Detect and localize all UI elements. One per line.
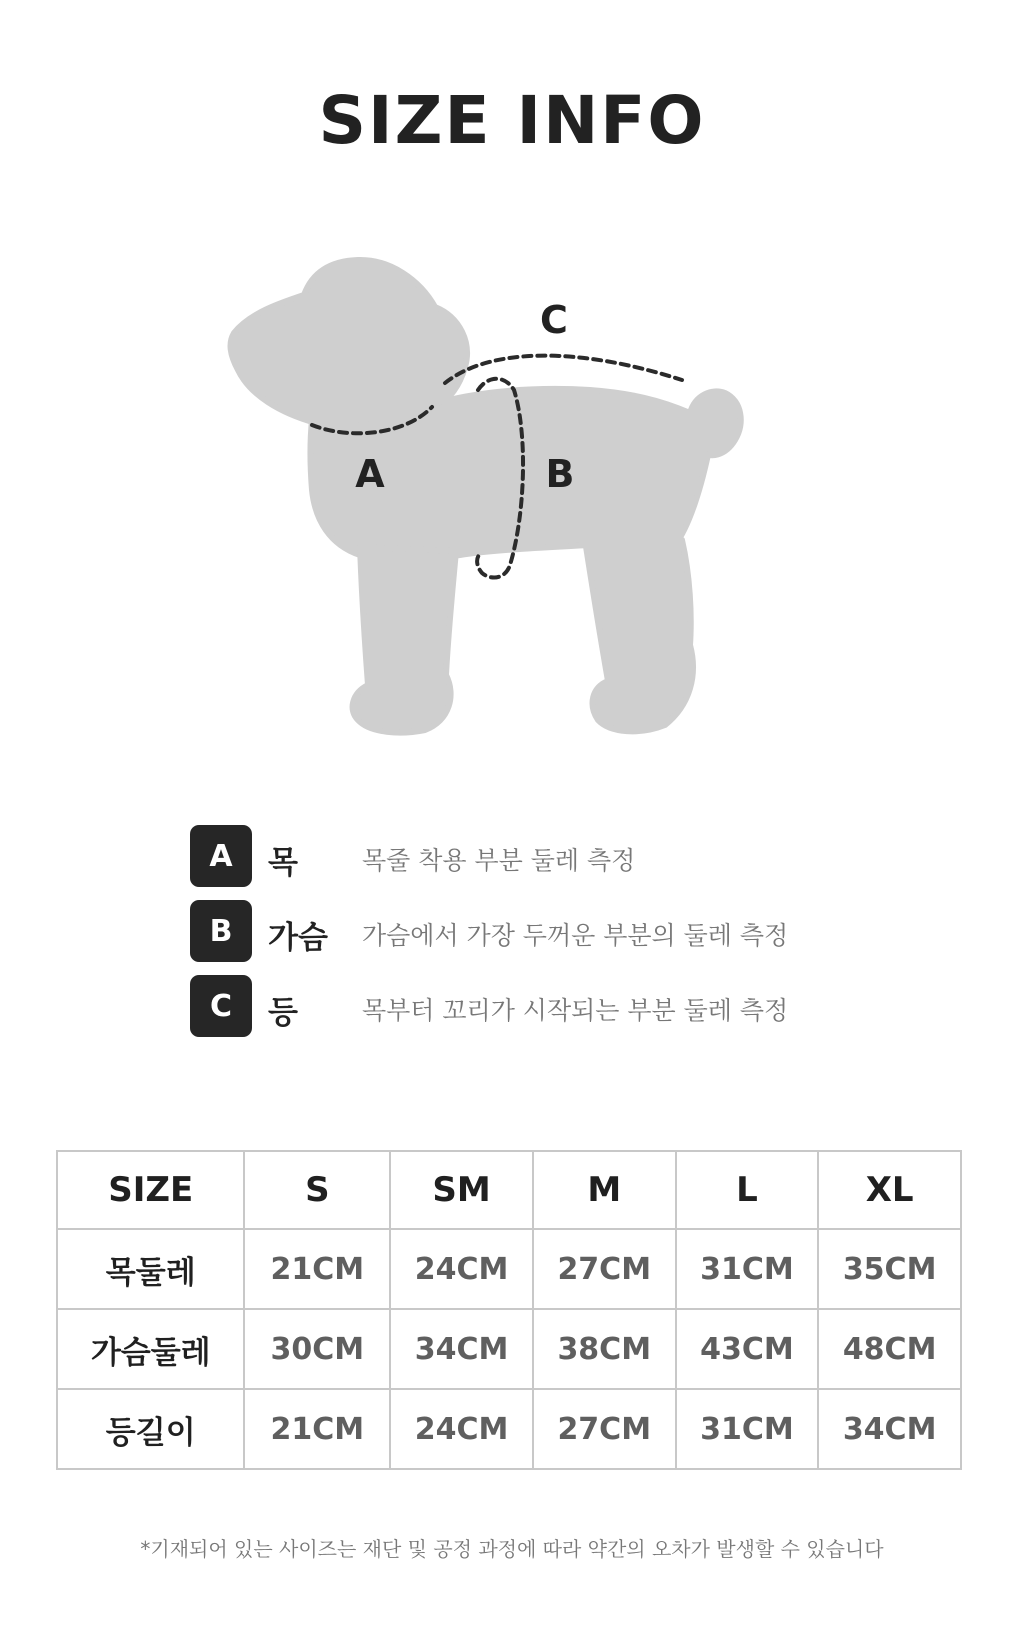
legend-badge: C (190, 975, 252, 1037)
table-cell: 43CM (676, 1309, 819, 1389)
table-cell: 24CM (390, 1389, 533, 1469)
table-cell: 34CM (818, 1389, 961, 1469)
legend-badge: A (190, 825, 252, 887)
table-header-cell: M (533, 1151, 676, 1229)
table-header-cell: SIZE (57, 1151, 244, 1229)
page-title: SIZE INFO (318, 82, 706, 159)
table-cell: 48CM (818, 1309, 961, 1389)
table-cell: 31CM (676, 1389, 819, 1469)
table-cell: 38CM (533, 1309, 676, 1389)
table-row (57, 1309, 961, 1389)
table-header-row (57, 1151, 961, 1229)
legend-term: 가슴 (268, 920, 328, 956)
legend-description: 목줄 착용 부분 둘레 측정 (362, 846, 636, 875)
legend-description: 목부터 꼬리가 시작되는 부분 둘레 측정 (362, 996, 789, 1025)
legend-row-neck (190, 825, 890, 887)
label-c: C (540, 298, 568, 342)
dog-tail (690, 391, 741, 455)
table-header-cell: S (244, 1151, 390, 1229)
table-row (57, 1229, 961, 1309)
row-label: 가슴둘레 (57, 1309, 244, 1389)
row-label: 등길이 (57, 1389, 244, 1469)
table-cell: 21CM (244, 1229, 390, 1309)
legend-row-chest (190, 900, 890, 962)
legend-term: 목 (268, 845, 298, 881)
table-header-cell: L (676, 1151, 819, 1229)
row-label: 목둘레 (57, 1229, 244, 1309)
table-cell: 27CM (533, 1229, 676, 1309)
back-measure-line (445, 356, 682, 383)
table-header-cell: SM (390, 1151, 533, 1229)
legend-description: 가슴에서 가장 두꺼운 부분의 둘레 측정 (362, 921, 789, 950)
disclaimer-note: *기재되어 있는 사이즈는 재단 및 공정 과정에 따라 약간의 오차가 발생할 수 있습니다 (140, 1537, 884, 1561)
legend-term: 등 (268, 995, 298, 1031)
table-cell: 27CM (533, 1389, 676, 1469)
dog-silhouette (231, 260, 741, 733)
table-cell: 21CM (244, 1389, 390, 1469)
table-cell: 35CM (818, 1229, 961, 1309)
dog-back-leg (585, 540, 693, 731)
table-header-cell: XL (818, 1151, 961, 1229)
label-a: A (355, 452, 385, 496)
size-table (56, 1150, 962, 1470)
table-cell: 30CM (244, 1309, 390, 1389)
table-cell: 34CM (390, 1309, 533, 1389)
legend-badge: B (190, 900, 252, 962)
dog-front-leg (353, 547, 456, 733)
dog-measurement-diagram (220, 255, 780, 770)
legend-row-back (190, 975, 890, 1037)
label-b: B (545, 452, 575, 496)
table-row (57, 1389, 961, 1469)
table-cell: 24CM (390, 1229, 533, 1309)
table-cell: 31CM (676, 1229, 819, 1309)
